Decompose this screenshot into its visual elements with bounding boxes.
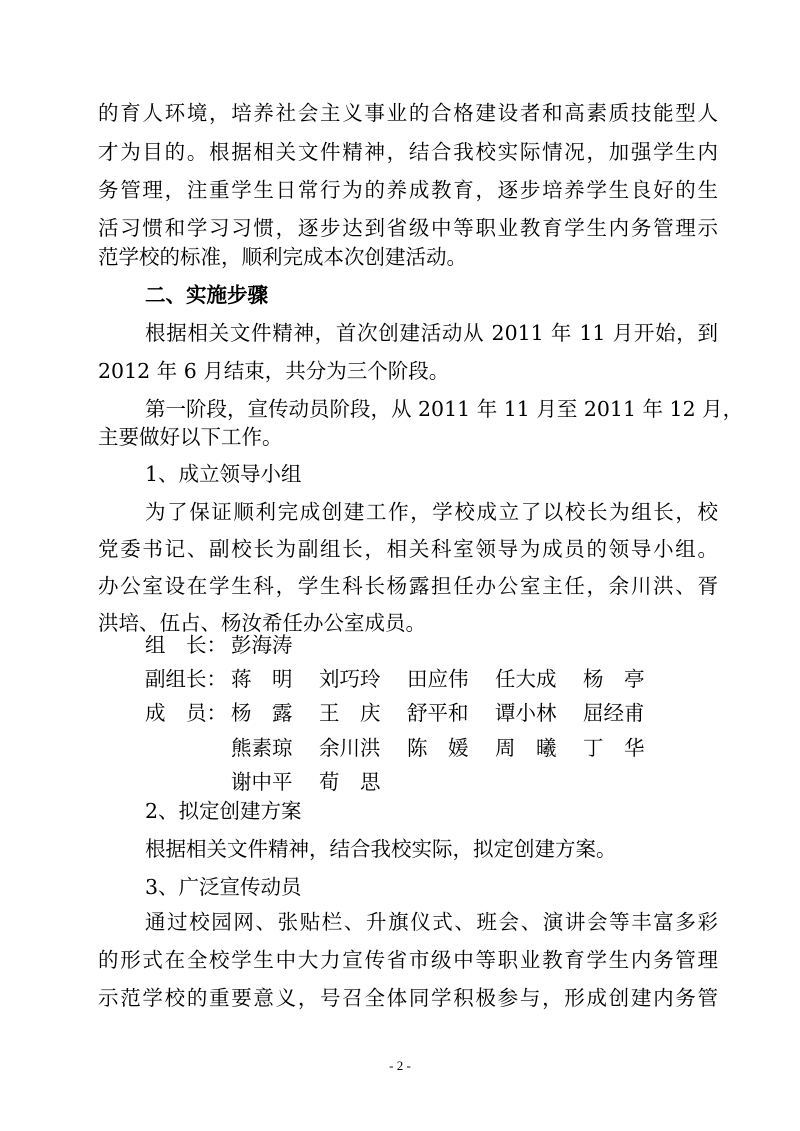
roster-deputy-row [145, 662, 705, 696]
paragraph-line: 洪培、伍占、杨汝希任办公室成员。 [98, 611, 426, 635]
roster-label: 副组长： [145, 667, 227, 691]
paragraph-line: 主要做好以下工作。 [98, 425, 283, 449]
roster-name: 余川洪 [319, 736, 381, 760]
paragraph-line: 的育人环境，培养社会主义事业的合格建设者和高素质技能型人 [98, 101, 718, 125]
roster-label: 组 长： [145, 633, 227, 657]
item-title: 3、广泛宣传动员 [145, 875, 302, 899]
roster-names [231, 628, 319, 662]
roster-member-row [145, 696, 705, 730]
paragraph-line: 第一阶段，宣传动员阶段，从 2011 年 11 月至 2011 年 12 月， [145, 397, 744, 421]
roster-label: 成 员： [145, 701, 227, 725]
roster-name: 谢中平 [231, 770, 293, 794]
paragraph-line: 根据相关文件精神，结合我校实际，拟定创建方案。 [145, 837, 617, 861]
paragraph-line: 根据相关文件精神，首次创建活动从 2011 年 11 月开始，到 [145, 321, 718, 345]
roster-name: 任大成 [495, 667, 557, 691]
roster-names [231, 731, 671, 765]
roster-member-row [145, 731, 705, 765]
roster-name: 刘巧玲 [319, 667, 381, 691]
roster-name: 蒋 明 [231, 667, 293, 691]
paragraph-line: 才为目的。根据相关文件精神，结合我校实际情况，加强学生内 [98, 140, 718, 164]
paragraph-line: 的形式在全校学生中大力宣传省市级中等职业教育学生内务管理 [98, 948, 718, 972]
roster-leader-row [145, 628, 705, 662]
roster-name: 陈 媛 [407, 736, 469, 760]
roster-name: 舒平和 [407, 701, 469, 725]
paragraph-line: 2012 年 6 月结束，共分为三个阶段。 [98, 359, 450, 383]
roster-name: 周 曦 [495, 736, 557, 760]
paragraph-line: 办公室设在学生科，学生科长杨露担任办公室主任，余川洪、胥 [98, 574, 718, 598]
section-heading: 二、实施步骤 [145, 283, 268, 307]
roster-name: 王 庆 [319, 701, 381, 725]
roster-name: 屈经甫 [583, 701, 645, 725]
roster-name: 杨 亭 [583, 667, 645, 691]
item-title: 1、成立领导小组 [145, 462, 302, 486]
paragraph-line: 党委书记、副校长为副组长，相关科室领导为成员的领导小组。 [98, 537, 718, 561]
roster-name: 荀 思 [319, 770, 381, 794]
roster-names [231, 696, 671, 730]
roster-name: 丁 华 [583, 736, 645, 760]
paragraph-line: 范学校的标准，顺利完成本次创建活动。 [98, 245, 467, 269]
roster-name: 杨 露 [231, 701, 293, 725]
roster-name: 田应伟 [407, 667, 469, 691]
roster-names [231, 662, 671, 696]
paragraph-line: 通过校园网、张贴栏、升旗仪式、班会、演讲会等丰富多彩 [145, 910, 718, 934]
paragraph-line: 务管理，注重学生日常行为的养成教育，逐步培养学生良好的生 [98, 178, 718, 202]
paragraph-line: 为了保证顺利完成创建工作，学校成立了以校长为组长，校 [145, 500, 718, 524]
roster-name: 熊素琼 [231, 736, 293, 760]
page-number: - 2 - [389, 1058, 411, 1073]
paragraph-line: 示范学校的重要意义，号召全体同学积极参与，形成创建内务管 [98, 986, 718, 1010]
roster-name: 彭海涛 [231, 633, 293, 657]
roster-name: 谭小林 [495, 701, 557, 725]
item-title: 2、拟定创建方案 [145, 799, 302, 823]
paragraph-line: 活习惯和学习习惯，逐步达到省级中等职业教育学生内务管理示 [98, 216, 718, 240]
